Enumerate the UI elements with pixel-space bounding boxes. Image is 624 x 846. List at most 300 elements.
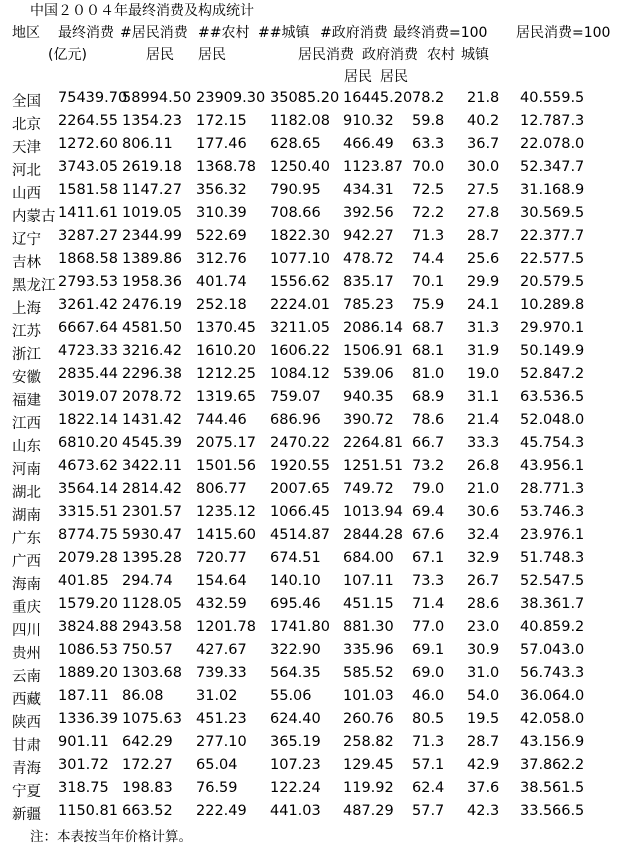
region-cell: 福建	[12, 393, 41, 409]
government-consumption-cell: 835.17	[343, 274, 394, 290]
government-consumption-cell: 107.11	[343, 573, 394, 589]
government-consumption-cell: 119.92	[343, 780, 394, 796]
rural-consumption-cell: 1501.56	[196, 458, 256, 474]
final-consumption-cell: 2835.44	[58, 366, 118, 382]
urban-share-cell: 66.5	[552, 803, 585, 819]
household-consumption-cell: 58994.50	[122, 90, 192, 106]
household-share-cell: 81.0	[412, 366, 445, 382]
header-sub-household: 居民	[344, 69, 372, 85]
header-sub-household: 居民	[146, 47, 174, 63]
government-consumption-cell: 16445.20	[343, 90, 413, 106]
final-consumption-cell: 1889.20	[58, 665, 118, 681]
government-consumption-cell: 2086.14	[343, 320, 403, 336]
household-consumption-cell: 1389.86	[122, 251, 182, 267]
government-share-cell: 54.0	[467, 688, 500, 704]
government-share-cell: 36.7	[467, 136, 500, 152]
rural-consumption-cell: 744.46	[196, 412, 247, 428]
government-consumption-cell: 129.45	[343, 757, 394, 773]
government-share-cell: 42.9	[467, 757, 500, 773]
rural-consumption-cell: 522.69	[196, 228, 247, 244]
household-consumption-cell: 1075.63	[122, 711, 182, 727]
rural-consumption-cell: 432.59	[196, 596, 247, 612]
government-share-cell: 42.3	[467, 803, 500, 819]
government-consumption-cell: 881.30	[343, 619, 394, 635]
urban-consumption-cell: 4514.87	[270, 527, 330, 543]
rural-consumption-cell: 1415.60	[196, 527, 256, 543]
header-sub-rural: 农村	[427, 47, 455, 63]
header-sub-household-consumption: 居民消费	[298, 47, 354, 63]
urban-share-cell: 56.9	[552, 734, 585, 750]
rural-share-cell: 10.2	[520, 297, 553, 313]
rural-share-cell: 57.0	[520, 642, 553, 658]
region-cell: 重庆	[12, 600, 41, 616]
rural-consumption-cell: 76.59	[196, 780, 238, 796]
final-consumption-cell: 3019.07	[58, 389, 118, 405]
urban-share-cell: 58.0	[552, 711, 585, 727]
header-rural: ##农村	[198, 25, 250, 41]
final-consumption-cell: 1086.53	[58, 642, 118, 658]
header-urban: ##城镇	[258, 25, 310, 41]
urban-share-cell: 43.3	[552, 665, 585, 681]
urban-share-cell: 76.1	[552, 527, 585, 543]
rural-share-cell: 52.5	[520, 573, 553, 589]
table-row	[0, 136, 624, 159]
final-consumption-cell: 401.85	[58, 573, 109, 589]
household-share-cell: 73.3	[412, 573, 445, 589]
table-row	[0, 366, 624, 389]
rural-share-cell: 52.3	[520, 159, 553, 175]
final-consumption-cell: 8774.75	[58, 527, 118, 543]
urban-consumption-cell: 322.90	[270, 642, 321, 658]
government-share-cell: 32.4	[467, 527, 500, 543]
government-consumption-cell: 1251.51	[343, 458, 403, 474]
table-row	[0, 320, 624, 343]
header-household-consumption: #居民消费	[120, 25, 188, 41]
household-consumption-cell: 4545.39	[122, 435, 182, 451]
region-cell: 西藏	[12, 692, 41, 708]
region-cell: 天津	[12, 140, 41, 156]
table-row	[0, 228, 624, 251]
rural-consumption-cell: 177.46	[196, 136, 247, 152]
government-share-cell: 24.1	[467, 297, 500, 313]
rural-share-cell: 29.9	[520, 320, 553, 336]
government-consumption-cell: 466.49	[343, 136, 394, 152]
household-share-cell: 68.9	[412, 389, 445, 405]
table-row	[0, 619, 624, 642]
household-share-cell: 63.3	[412, 136, 445, 152]
rural-share-cell: 53.7	[520, 504, 553, 520]
final-consumption-cell: 2793.53	[58, 274, 118, 290]
government-share-cell: 26.7	[467, 573, 500, 589]
household-consumption-cell: 198.83	[122, 780, 173, 796]
government-share-cell: 23.0	[467, 619, 500, 635]
government-share-cell: 40.2	[467, 113, 500, 129]
urban-share-cell: 71.3	[552, 481, 585, 497]
urban-share-cell: 69.5	[552, 205, 585, 221]
household-share-cell: 71.3	[412, 228, 445, 244]
urban-consumption-cell: 365.19	[270, 734, 321, 750]
government-consumption-cell: 390.72	[343, 412, 394, 428]
final-consumption-cell: 1579.20	[58, 596, 118, 612]
urban-share-cell: 79.5	[552, 274, 585, 290]
government-consumption-cell: 258.82	[343, 734, 394, 750]
household-consumption-cell: 4581.50	[122, 320, 182, 336]
urban-share-cell: 46.3	[552, 504, 585, 520]
table-row	[0, 205, 624, 228]
page-title: 中国２００４年最终消费及构成统计	[30, 3, 254, 19]
household-share-cell: 78.6	[412, 412, 445, 428]
household-share-cell: 57.7	[412, 803, 445, 819]
household-consumption-cell: 1958.36	[122, 274, 182, 290]
household-share-cell: 74.4	[412, 251, 445, 267]
rural-consumption-cell: 222.49	[196, 803, 247, 819]
rural-consumption-cell: 312.76	[196, 251, 247, 267]
rural-consumption-cell: 31.02	[196, 688, 238, 704]
household-share-cell: 69.4	[412, 504, 445, 520]
household-share-cell: 78.2	[412, 90, 445, 106]
rural-share-cell: 56.7	[520, 665, 553, 681]
household-share-cell: 70.1	[412, 274, 445, 290]
government-share-cell: 25.6	[467, 251, 500, 267]
urban-consumption-cell: 2224.01	[270, 297, 330, 313]
region-cell: 广西	[12, 554, 41, 570]
household-share-cell: 69.0	[412, 665, 445, 681]
urban-share-cell: 47.7	[552, 159, 585, 175]
rural-consumption-cell: 1368.78	[196, 159, 256, 175]
household-consumption-cell: 750.57	[122, 642, 173, 658]
region-cell: 河北	[12, 163, 41, 179]
urban-share-cell: 56.1	[552, 458, 585, 474]
final-consumption-cell: 901.11	[58, 734, 109, 750]
urban-share-cell: 87.3	[552, 113, 585, 129]
household-consumption-cell: 1354.23	[122, 113, 182, 129]
household-share-cell: 69.1	[412, 642, 445, 658]
table-row	[0, 734, 624, 757]
government-consumption-cell: 539.06	[343, 366, 394, 382]
rural-consumption-cell: 1370.45	[196, 320, 256, 336]
table-row	[0, 251, 624, 274]
government-consumption-cell: 1123.87	[343, 159, 403, 175]
region-cell: 浙江	[12, 347, 41, 363]
rural-share-cell: 38.3	[520, 596, 553, 612]
urban-consumption-cell: 1250.40	[270, 159, 330, 175]
government-share-cell: 33.3	[467, 435, 500, 451]
table-row	[0, 757, 624, 780]
rural-consumption-cell: 65.04	[196, 757, 238, 773]
government-consumption-cell: 684.00	[343, 550, 394, 566]
final-consumption-cell: 1272.60	[58, 136, 118, 152]
table-row	[0, 573, 624, 596]
header-sub-household: 居民	[198, 47, 226, 63]
urban-share-cell: 78.0	[552, 136, 585, 152]
table-row	[0, 458, 624, 481]
final-consumption-cell: 1822.14	[58, 412, 118, 428]
region-cell: 青海	[12, 761, 41, 777]
header-government-consumption: #政府消费	[320, 25, 388, 41]
rural-share-cell: 45.7	[520, 435, 553, 451]
household-share-cell: 72.2	[412, 205, 445, 221]
urban-share-cell: 68.9	[552, 182, 585, 198]
rural-consumption-cell: 806.77	[196, 481, 247, 497]
urban-consumption-cell: 140.10	[270, 573, 321, 589]
rural-share-cell: 20.5	[520, 274, 553, 290]
household-share-cell: 71.3	[412, 734, 445, 750]
household-consumption-cell: 2619.18	[122, 159, 182, 175]
header-unit: (亿元)	[48, 47, 87, 63]
header-sub-urban: 城镇	[461, 47, 489, 63]
rural-share-cell: 33.5	[520, 803, 553, 819]
urban-consumption-cell: 3211.05	[270, 320, 330, 336]
urban-consumption-cell: 1077.10	[270, 251, 330, 267]
household-share-cell: 59.8	[412, 113, 445, 129]
household-consumption-cell: 5930.47	[122, 527, 182, 543]
urban-share-cell: 89.8	[552, 297, 585, 313]
table-row	[0, 113, 624, 136]
region-cell: 新疆	[12, 807, 41, 823]
table-row	[0, 90, 624, 113]
household-consumption-cell: 642.29	[122, 734, 173, 750]
urban-share-cell: 77.7	[552, 228, 585, 244]
household-share-cell: 75.9	[412, 297, 445, 313]
rural-share-cell: 28.7	[520, 481, 553, 497]
table-row	[0, 274, 624, 297]
government-share-cell: 27.5	[467, 182, 500, 198]
rural-share-cell: 40.8	[520, 619, 553, 635]
household-consumption-cell: 806.11	[122, 136, 173, 152]
table-row	[0, 803, 624, 826]
region-cell: 全国	[12, 94, 41, 110]
final-consumption-cell: 4673.62	[58, 458, 118, 474]
household-consumption-cell: 3422.11	[122, 458, 182, 474]
table-row	[0, 297, 624, 320]
table-row	[0, 596, 624, 619]
urban-consumption-cell: 1741.80	[270, 619, 330, 635]
rural-consumption-cell: 2075.17	[196, 435, 256, 451]
government-share-cell: 27.8	[467, 205, 500, 221]
urban-consumption-cell: 674.51	[270, 550, 321, 566]
urban-consumption-cell: 1822.30	[270, 228, 330, 244]
government-consumption-cell: 392.56	[343, 205, 394, 221]
region-cell: 内蒙古	[12, 209, 56, 225]
rural-consumption-cell: 1610.20	[196, 343, 256, 359]
household-consumption-cell: 2078.72	[122, 389, 182, 405]
government-consumption-cell: 451.15	[343, 596, 394, 612]
government-share-cell: 30.0	[467, 159, 500, 175]
urban-consumption-cell: 564.35	[270, 665, 321, 681]
rural-consumption-cell: 172.15	[196, 113, 247, 129]
urban-share-cell: 36.5	[552, 389, 585, 405]
household-share-cell: 67.6	[412, 527, 445, 543]
household-share-cell: 67.1	[412, 550, 445, 566]
region-cell: 四川	[12, 623, 41, 639]
table-row	[0, 665, 624, 688]
rural-consumption-cell: 23909.30	[196, 90, 266, 106]
urban-consumption-cell: 1182.08	[270, 113, 330, 129]
household-share-cell: 68.1	[412, 343, 445, 359]
header-final-100: 最终消费=100	[393, 25, 488, 41]
region-cell: 山西	[12, 186, 41, 202]
header-household-100: 居民消费=100	[516, 25, 611, 41]
region-cell: 陕西	[12, 715, 41, 731]
final-consumption-cell: 3261.42	[58, 297, 118, 313]
final-consumption-cell: 318.75	[58, 780, 109, 796]
urban-consumption-cell: 1556.62	[270, 274, 330, 290]
household-consumption-cell: 2476.19	[122, 297, 182, 313]
final-consumption-cell: 3564.14	[58, 481, 118, 497]
final-consumption-cell: 301.72	[58, 757, 109, 773]
household-share-cell: 46.0	[412, 688, 445, 704]
table-row	[0, 435, 624, 458]
government-share-cell: 28.6	[467, 596, 500, 612]
government-share-cell: 21.0	[467, 481, 500, 497]
urban-share-cell: 70.1	[552, 320, 585, 336]
urban-consumption-cell: 695.46	[270, 596, 321, 612]
region-cell: 江苏	[12, 324, 41, 340]
government-consumption-cell: 2844.28	[343, 527, 403, 543]
government-share-cell: 30.6	[467, 504, 500, 520]
government-consumption-cell: 940.35	[343, 389, 394, 405]
urban-consumption-cell: 35085.20	[270, 90, 340, 106]
household-consumption-cell: 86.08	[122, 688, 164, 704]
government-consumption-cell: 910.32	[343, 113, 394, 129]
region-cell: 云南	[12, 669, 41, 685]
government-share-cell: 31.0	[467, 665, 500, 681]
household-share-cell: 72.5	[412, 182, 445, 198]
final-consumption-cell: 1581.58	[58, 182, 118, 198]
rural-consumption-cell: 1212.25	[196, 366, 256, 382]
rural-consumption-cell: 356.32	[196, 182, 247, 198]
urban-consumption-cell: 790.95	[270, 182, 321, 198]
government-share-cell: 32.9	[467, 550, 500, 566]
final-consumption-cell: 1411.61	[58, 205, 118, 221]
urban-consumption-cell: 55.06	[270, 688, 312, 704]
urban-consumption-cell: 1606.22	[270, 343, 330, 359]
region-cell: 北京	[12, 117, 41, 133]
government-share-cell: 21.4	[467, 412, 500, 428]
government-share-cell: 26.8	[467, 458, 500, 474]
government-share-cell: 21.8	[467, 90, 500, 106]
rural-consumption-cell: 252.18	[196, 297, 247, 313]
table-row	[0, 550, 624, 573]
region-cell: 湖南	[12, 508, 41, 524]
urban-share-cell: 43.0	[552, 642, 585, 658]
table-row	[0, 389, 624, 412]
government-consumption-cell: 785.23	[343, 297, 394, 313]
rural-share-cell: 38.5	[520, 780, 553, 796]
government-share-cell: 31.9	[467, 343, 500, 359]
region-cell: 山东	[12, 439, 41, 455]
urban-share-cell: 48.3	[552, 550, 585, 566]
government-consumption-cell: 434.31	[343, 182, 394, 198]
region-cell: 吉林	[12, 255, 41, 271]
urban-consumption-cell: 441.03	[270, 803, 321, 819]
header-final-consumption: 最终消费	[58, 25, 114, 41]
household-consumption-cell: 2943.58	[122, 619, 182, 635]
region-cell: 广东	[12, 531, 41, 547]
urban-consumption-cell: 628.65	[270, 136, 321, 152]
government-consumption-cell: 487.29	[343, 803, 394, 819]
rural-consumption-cell: 154.64	[196, 573, 247, 589]
final-consumption-cell: 2079.28	[58, 550, 118, 566]
government-share-cell: 37.6	[467, 780, 500, 796]
final-consumption-cell: 3287.27	[58, 228, 118, 244]
table-row	[0, 412, 624, 435]
rural-share-cell: 43.9	[520, 458, 553, 474]
table-row	[0, 711, 624, 734]
household-consumption-cell: 2814.42	[122, 481, 182, 497]
rural-consumption-cell: 720.77	[196, 550, 247, 566]
household-consumption-cell: 1395.28	[122, 550, 182, 566]
household-share-cell: 79.0	[412, 481, 445, 497]
rural-consumption-cell: 1235.12	[196, 504, 256, 520]
government-consumption-cell: 749.72	[343, 481, 394, 497]
urban-share-cell: 61.7	[552, 596, 585, 612]
urban-consumption-cell: 2470.22	[270, 435, 330, 451]
household-share-cell: 80.5	[412, 711, 445, 727]
government-share-cell: 31.3	[467, 320, 500, 336]
urban-share-cell: 49.9	[552, 343, 585, 359]
household-consumption-cell: 1147.27	[122, 182, 182, 198]
household-share-cell: 70.0	[412, 159, 445, 175]
rural-share-cell: 52.0	[520, 412, 553, 428]
government-share-cell: 19.5	[467, 711, 500, 727]
final-consumption-cell: 6810.20	[58, 435, 118, 451]
rural-share-cell: 36.0	[520, 688, 553, 704]
final-consumption-cell: 3824.88	[58, 619, 118, 635]
final-consumption-cell: 187.11	[58, 688, 109, 704]
urban-share-cell: 59.5	[552, 90, 585, 106]
urban-consumption-cell: 1084.12	[270, 366, 330, 382]
table-row	[0, 688, 624, 711]
table-row	[0, 504, 624, 527]
government-share-cell: 29.9	[467, 274, 500, 290]
rural-share-cell: 52.8	[520, 366, 553, 382]
rural-share-cell: 23.9	[520, 527, 553, 543]
government-consumption-cell: 1506.91	[343, 343, 403, 359]
household-consumption-cell: 1431.42	[122, 412, 182, 428]
urban-share-cell: 61.5	[552, 780, 585, 796]
government-consumption-cell: 2264.81	[343, 435, 403, 451]
header-region: 地区	[12, 25, 40, 41]
urban-share-cell: 62.2	[552, 757, 585, 773]
rural-share-cell: 22.5	[520, 251, 553, 267]
final-consumption-cell: 1150.81	[58, 803, 118, 819]
region-cell: 海南	[12, 577, 41, 593]
region-cell: 宁夏	[12, 784, 41, 800]
region-cell: 湖北	[12, 485, 41, 501]
household-share-cell: 57.1	[412, 757, 445, 773]
government-consumption-cell: 478.72	[343, 251, 394, 267]
household-share-cell: 66.7	[412, 435, 445, 451]
region-cell: 辽宁	[12, 232, 41, 248]
urban-consumption-cell: 708.66	[270, 205, 321, 221]
urban-consumption-cell: 107.23	[270, 757, 321, 773]
table-row	[0, 182, 624, 205]
final-consumption-cell: 1336.39	[58, 711, 118, 727]
urban-share-cell: 59.2	[552, 619, 585, 635]
region-cell: 黑龙江	[12, 278, 56, 294]
table-row	[0, 159, 624, 182]
household-share-cell: 71.4	[412, 596, 445, 612]
header-sub-household: 居民	[380, 69, 408, 85]
government-share-cell: 31.1	[467, 389, 500, 405]
urban-consumption-cell: 2007.65	[270, 481, 330, 497]
final-consumption-cell: 3315.51	[58, 504, 118, 520]
household-consumption-cell: 1303.68	[122, 665, 182, 681]
rural-consumption-cell: 451.23	[196, 711, 247, 727]
rural-consumption-cell: 1201.78	[196, 619, 256, 635]
urban-share-cell: 47.2	[552, 366, 585, 382]
